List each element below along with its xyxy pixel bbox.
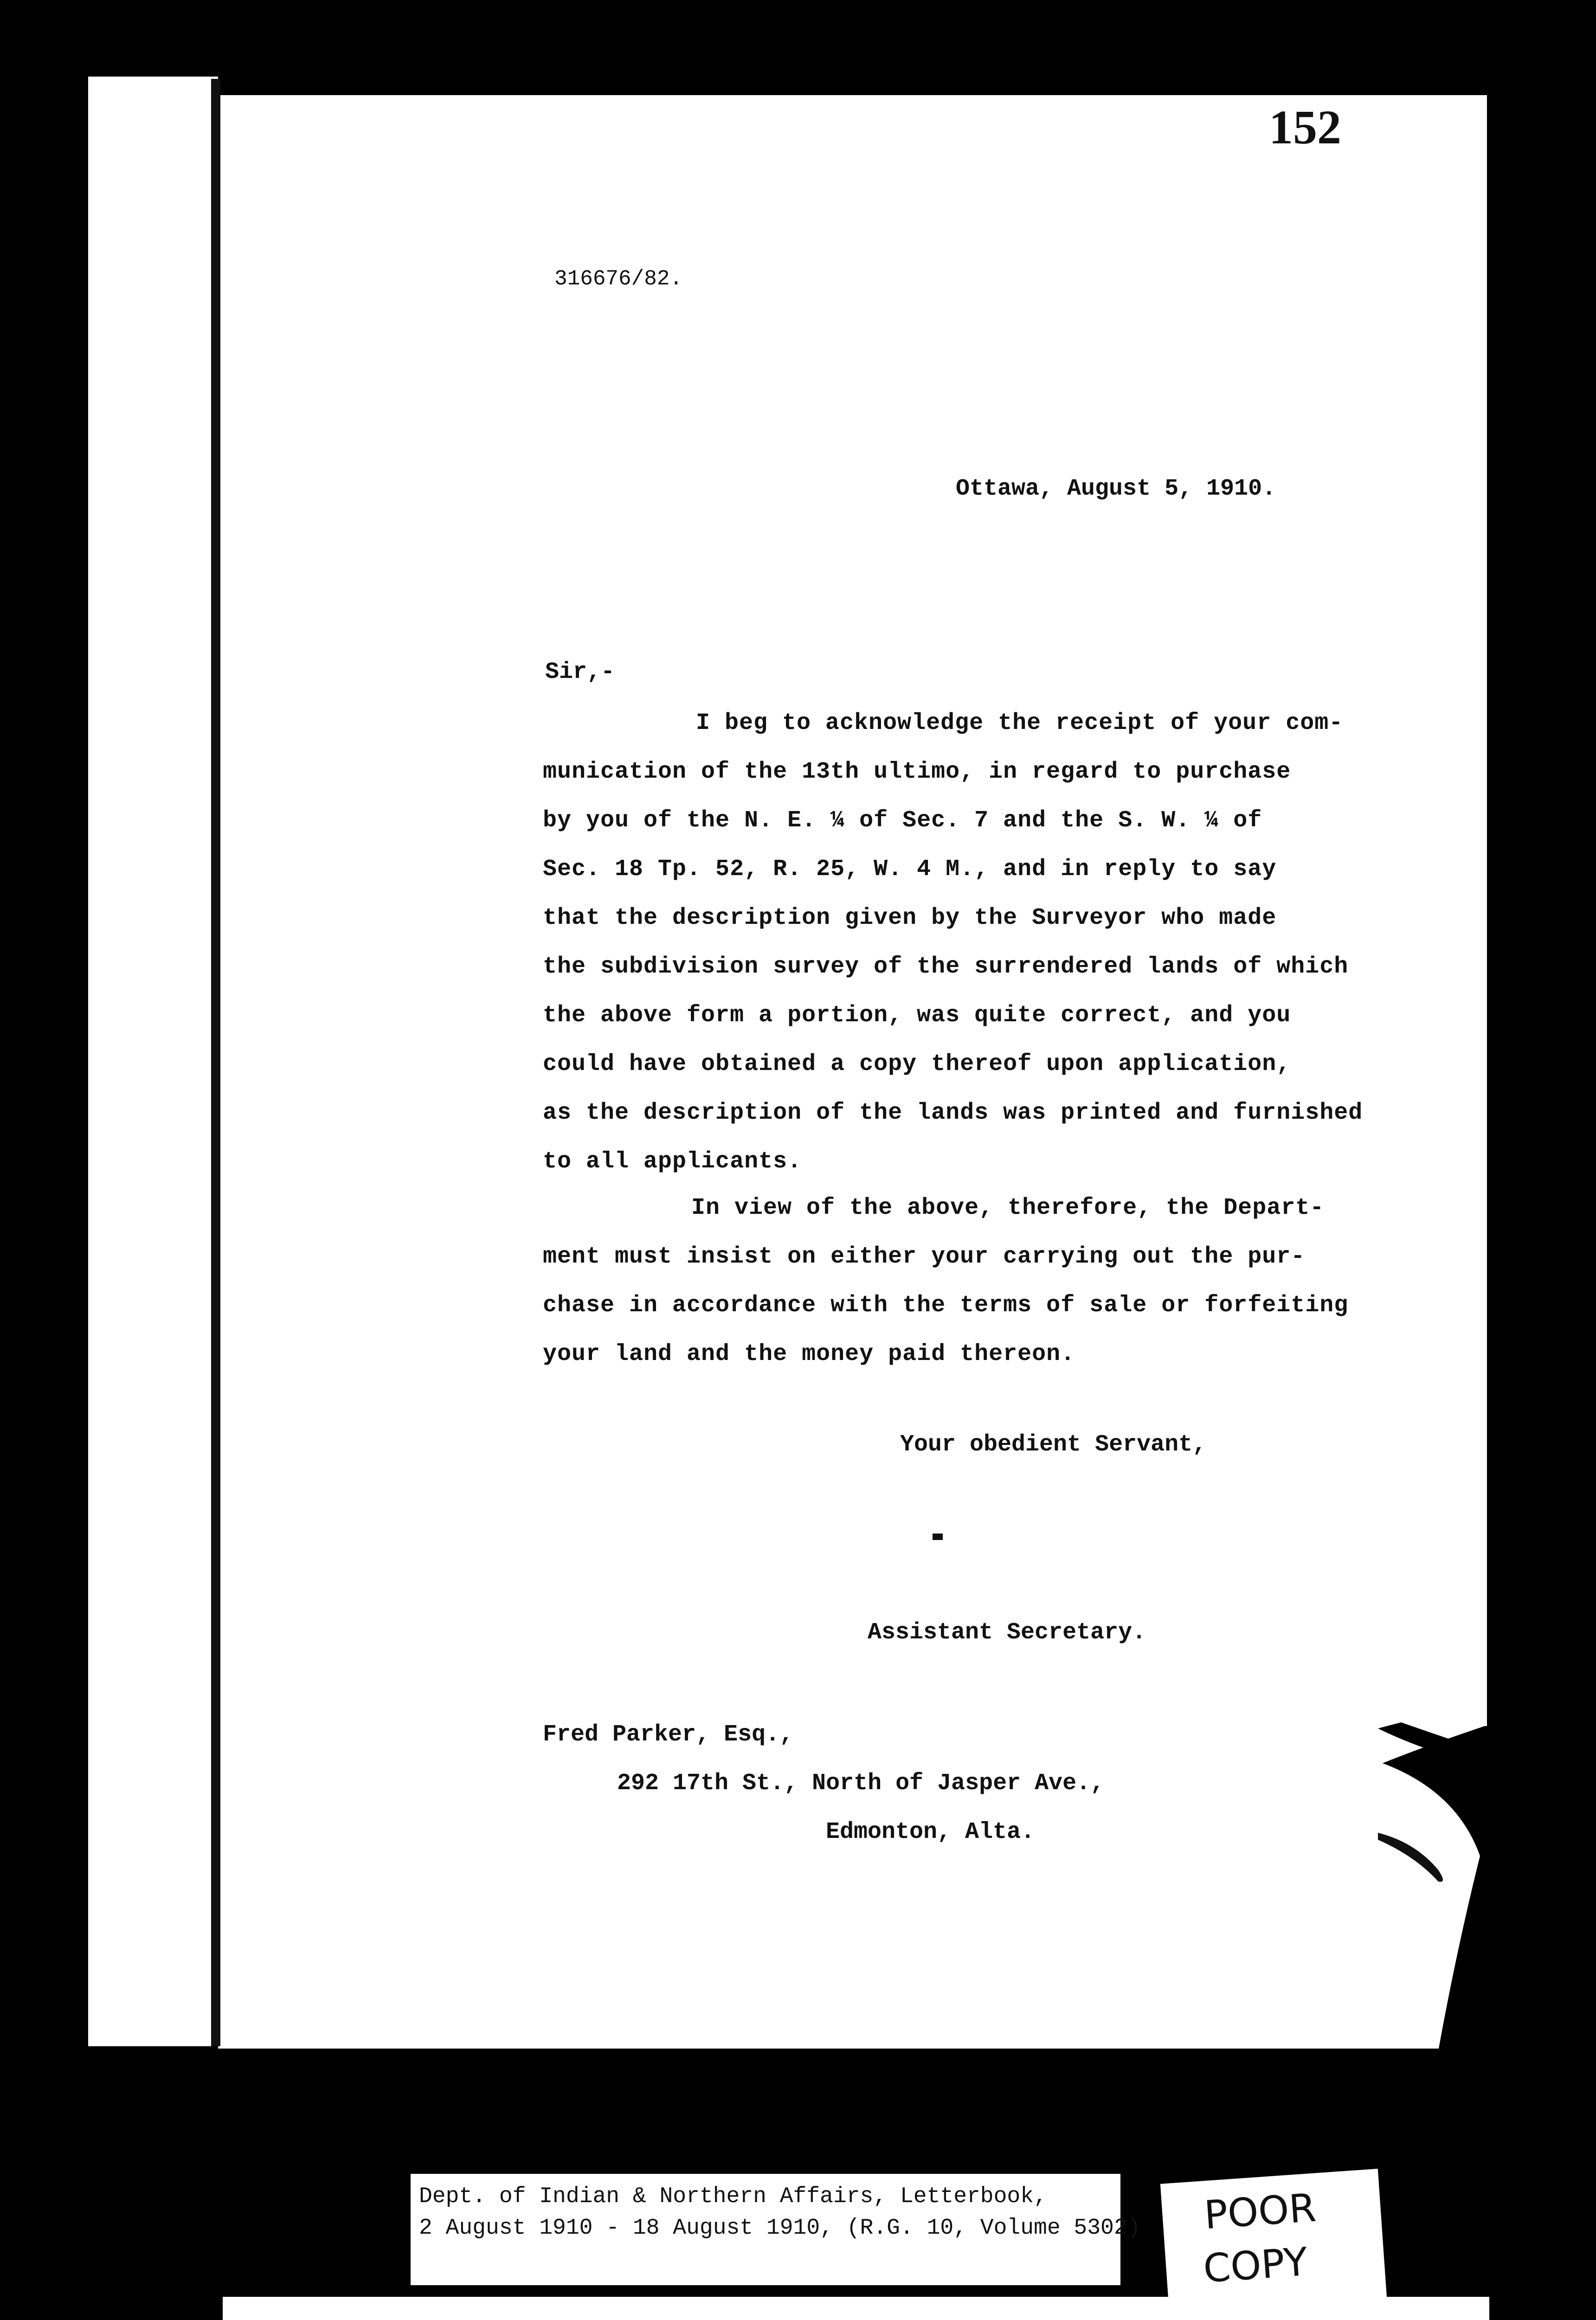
place-date: Ottawa, August 5, 1910. [956,476,1276,502]
body-line: the above form a portion, was quite correct, and you [543,1002,1291,1029]
body-line: by you of the N. E. ¼ of Sec. 7 and the S. W. ¼ of [543,807,1262,834]
body-line: I beg to acknowledge the receipt of your com- [696,710,1344,736]
page-margin-strip [88,77,218,2046]
poor-copy-note [1160,2169,1387,2314]
page-number: 152 [1269,101,1341,154]
body-line: could have obtained a copy thereof upon application, [543,1051,1291,1077]
body-line: to all applicants. [543,1148,802,1175]
citation-line-1: Dept. of Indian & Northern Affairs, Letterbook, [419,2184,1047,2209]
citation-line-2: 2 August 1910 - 18 August 1910, (R.G. 10, Volume 5302) [419,2216,1141,2241]
addressee-street: 292 17th St., North of Jasper Ave., [617,1770,1105,1797]
archive-citation [411,2174,1141,2285]
body-line: ment must insist on either your carrying out the pur- [543,1244,1306,1270]
body-line: chase in accordance with the terms of sale or forfeiting [543,1292,1349,1319]
body-line: the subdivision survey of the surrendered lands of which [543,954,1349,980]
file-reference: 316676/82. [554,267,683,291]
poor-copy-line-2: COPY [1202,2239,1309,2292]
body-line: In view of the above, therefore, the Depart- [691,1195,1325,1221]
body-line: that the description given by the Surveyor who made [543,905,1277,931]
poor-copy-line-1: POOR [1203,2185,1318,2238]
body-line: as the description of the lands was printed and furnished [543,1100,1363,1126]
salutation: Sir,- [545,659,615,685]
scan-artifact [1262,1717,1503,2051]
body-line: munication of the 13th ultimo, in regard to purchase [543,759,1291,785]
ink-dot [933,1534,943,1540]
body-line: Sec. 18 Tp. 52, R. 25, W. 4 M., and in reply to say [543,856,1277,883]
addressee-name: Fred Parker, Esq., [543,1721,794,1748]
binding-line [211,79,220,2046]
signature-title: Assistant Secretary. [868,1619,1146,1646]
body-line: your land and the money paid thereon. [543,1341,1075,1367]
public-archives-stamp [223,2297,1489,2320]
addressee-city: Edmonton, Alta. [826,1819,1035,1845]
closing: Your obedient Servant, [900,1431,1207,1458]
